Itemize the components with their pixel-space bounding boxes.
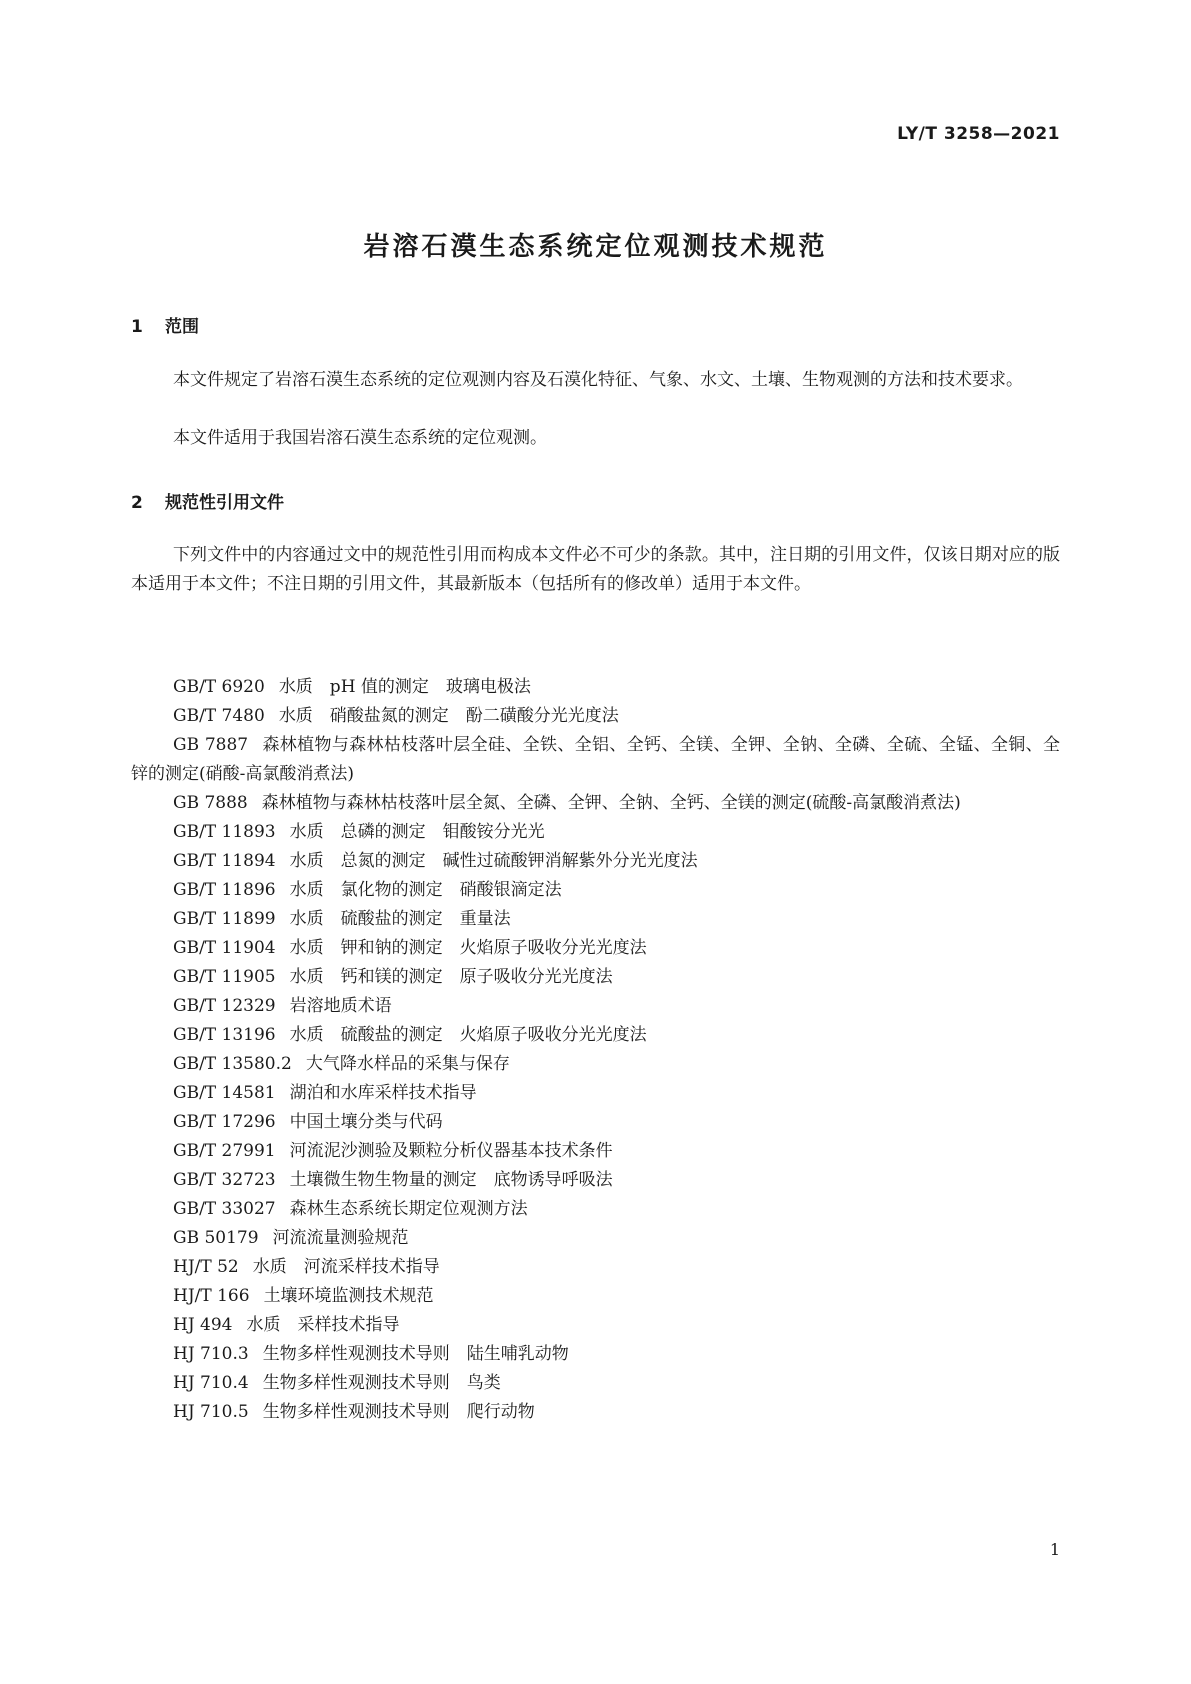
reference-item — [131, 1195, 1060, 1224]
reference-item — [131, 992, 1060, 1021]
reference-item — [131, 702, 1060, 731]
section-title: 规范性引用文件 — [165, 493, 284, 513]
reference-item — [131, 1340, 1060, 1369]
reference-code: GB/T 11896 — [173, 880, 276, 900]
reference-title: 水质 河流采样技术指导 — [252, 1257, 440, 1277]
reference-item — [131, 1369, 1060, 1398]
document-title: 岩溶石漠生态系统定位观测技术规范 — [363, 232, 828, 262]
reference-code: GB 50179 — [173, 1228, 259, 1248]
reference-item — [131, 1108, 1060, 1137]
paragraph: 本文件适用于我国岩溶石漠生态系统的定位观测。 — [173, 428, 547, 448]
reference-code: GB/T 13196 — [173, 1025, 276, 1045]
reference-code: HJ 494 — [173, 1315, 233, 1335]
reference-item — [131, 789, 1060, 818]
reference-title: 生物多样性观测技术导则 爬行动物 — [262, 1402, 535, 1422]
reference-code: GB/T 14581 — [173, 1083, 276, 1103]
reference-title: 土壤环境监测技术规范 — [263, 1286, 434, 1306]
reference-code: GB/T 11893 — [173, 822, 276, 842]
reference-item — [131, 1137, 1060, 1166]
reference-item — [131, 1398, 1060, 1427]
reference-title: 岩溶地质术语 — [289, 996, 392, 1016]
paragraph: 本文件规定了岩溶石漠生态系统的定位观测内容及石漠化特征、气象、水文、土壤、生物观测的方法和技术要求。 — [173, 370, 1023, 390]
reference-code: GB/T 13580.2 — [173, 1054, 292, 1074]
reference-code: GB/T 11894 — [173, 851, 276, 871]
reference-code: HJ 710.3 — [173, 1344, 249, 1364]
reference-title: 森林植物与森林枯枝落叶层全氮、全磷、全钾、全钠、全钙、全镁的测定(硫酸-高氯酸消煮法) — [261, 793, 961, 813]
reference-code: GB/T 6920 — [173, 677, 265, 697]
reference-title: 森林植物与森林枯枝落叶层全硅、全铁、全铝、全钙、全镁、全钾、全钠、全磷、全硫、全锰、全铜、全锌的测定(硝酸-高氯酸消煮法) — [131, 735, 1060, 784]
reference-title: 河流流量测验规范 — [272, 1228, 409, 1248]
reference-title: 水质 硫酸盐的测定 火焰原子吸收分光光度法 — [289, 1025, 647, 1045]
reference-title: 水质 硫酸盐的测定 重量法 — [289, 909, 511, 929]
section-number: 1 — [131, 317, 143, 337]
reference-title: 水质 总氮的测定 碱性过硫酸钾消解紫外分光光度法 — [289, 851, 698, 871]
reference-title: 水质 钾和钠的测定 火焰原子吸收分光光度法 — [289, 938, 647, 958]
paragraph: 下列文件中的内容通过文中的规范性引用而构成本文件必不可少的条款。其中，注日期的引用文件，仅该日期对应的版本适用于本文件；不注日期的引用文件，其最新版本（包括所有的修改单）适用于本文件。 — [131, 545, 1060, 594]
reference-item — [131, 1166, 1060, 1195]
section-heading — [131, 312, 199, 337]
reference-title: 水质 钙和镁的测定 原子吸收分光光度法 — [289, 967, 613, 987]
reference-code: GB/T 32723 — [173, 1170, 276, 1190]
reference-code: HJ 710.5 — [173, 1402, 249, 1422]
reference-item — [131, 934, 1060, 963]
reference-code: HJ/T 52 — [173, 1257, 239, 1277]
standard-code: LY/T 3258—2021 — [897, 124, 1060, 144]
reference-code: GB/T 7480 — [173, 706, 265, 726]
reference-item — [131, 1021, 1060, 1050]
reference-code: GB/T 11904 — [173, 938, 276, 958]
reference-code: HJ/T 166 — [173, 1286, 250, 1306]
reference-item — [131, 1079, 1060, 1108]
reference-title: 水质 采样技术指导 — [246, 1315, 400, 1335]
reference-item — [131, 1050, 1060, 1079]
reference-code: HJ 710.4 — [173, 1373, 249, 1393]
reference-code: GB/T 17296 — [173, 1112, 276, 1132]
reference-title: 湖泊和水库采样技术指导 — [289, 1083, 477, 1103]
reference-list — [131, 673, 1060, 1427]
reference-code: GB/T 27991 — [173, 1141, 276, 1161]
reference-title: 生物多样性观测技术导则 鸟类 — [262, 1373, 501, 1393]
reference-item — [131, 1224, 1060, 1253]
reference-title: 水质 氯化物的测定 硝酸银滴定法 — [289, 880, 562, 900]
reference-title: 大气降水样品的采集与保存 — [305, 1054, 510, 1074]
reference-code: GB 7888 — [173, 793, 248, 813]
reference-item — [131, 1282, 1060, 1311]
reference-item — [131, 1253, 1060, 1282]
reference-item — [131, 847, 1060, 876]
reference-code: GB 7887 — [173, 735, 249, 755]
reference-item — [131, 905, 1060, 934]
reference-code: GB/T 33027 — [173, 1199, 276, 1219]
reference-item — [131, 876, 1060, 905]
reference-item — [131, 1311, 1060, 1340]
reference-code: GB/T 11899 — [173, 909, 276, 929]
reference-title: 水质 pH 值的测定 玻璃电极法 — [278, 677, 531, 697]
reference-title: 中国土壤分类与代码 — [289, 1112, 443, 1132]
reference-title: 河流泥沙测验及颗粒分析仪器基本技术条件 — [289, 1141, 613, 1161]
reference-item — [131, 818, 1060, 847]
reference-code: GB/T 11905 — [173, 967, 276, 987]
page-number: 1 — [1049, 1540, 1060, 1559]
reference-title: 土壤微生物生物量的测定 底物诱导呼吸法 — [289, 1170, 613, 1190]
section-number: 2 — [131, 493, 143, 513]
reference-item — [131, 731, 1060, 789]
reference-title: 水质 总磷的测定 钼酸铵分光光 — [289, 822, 545, 842]
reference-code: GB/T 12329 — [173, 996, 276, 1016]
section-title: 范围 — [165, 317, 199, 337]
reference-item — [131, 963, 1060, 992]
reference-title: 森林生态系统长期定位观测方法 — [289, 1199, 528, 1219]
section-heading — [131, 488, 284, 513]
reference-title: 水质 硝酸盐氮的测定 酚二磺酸分光光度法 — [278, 706, 619, 726]
reference-title: 生物多样性观测技术导则 陆生哺乳动物 — [262, 1344, 569, 1364]
reference-item — [131, 673, 1060, 702]
